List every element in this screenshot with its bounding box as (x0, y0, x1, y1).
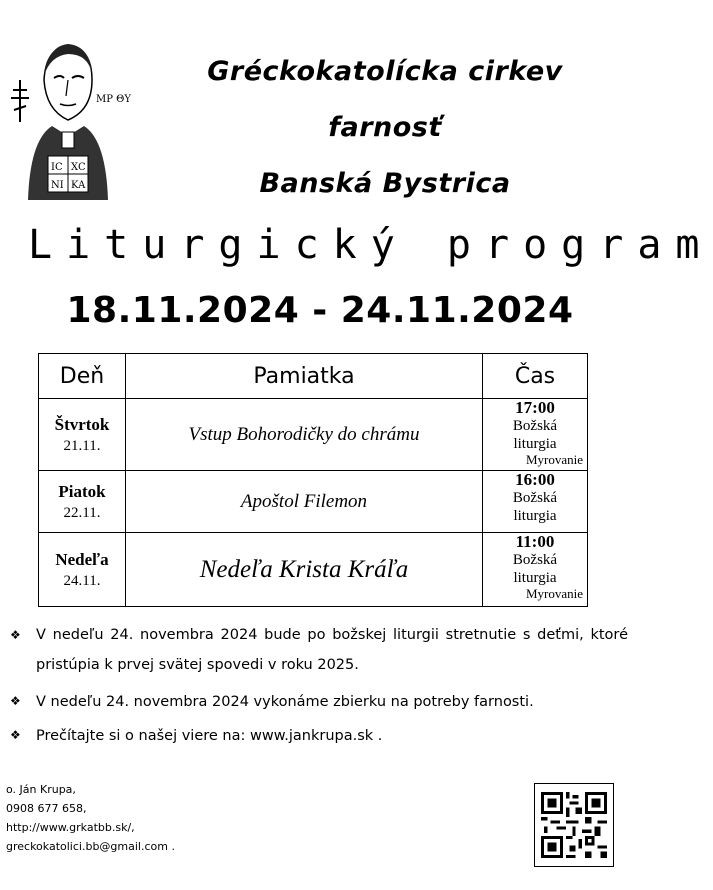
service-name-line2: liturgia (513, 508, 557, 524)
contact-info (6, 780, 175, 856)
day-name: Nedeľa (55, 549, 109, 569)
contact-website: http://www.grkatbb.sk/, (6, 821, 135, 834)
day-name: Štvrtok (54, 414, 110, 434)
diamond-bullet-icon: ❖ (10, 628, 21, 642)
announcement-item (8, 694, 628, 710)
day-name: Piatok (58, 481, 106, 501)
time-cell (483, 471, 588, 533)
time-cell (483, 399, 588, 471)
table-header-row (39, 354, 588, 399)
announcement-item (8, 728, 628, 744)
qr-code-icon (534, 783, 614, 867)
icon-letters-xc: XC (71, 162, 86, 173)
diamond-bullet-icon: ❖ (10, 728, 21, 742)
header-city: Banská Bystrica (259, 168, 511, 199)
header-parish: farnosť (328, 112, 442, 143)
table-row (39, 471, 588, 533)
service-name-line2: liturgia (513, 570, 557, 586)
contact-email: greckokatolici.bb@gmail.com . (6, 840, 175, 853)
day-cell (39, 399, 126, 471)
service-time: 16:00 (515, 470, 555, 489)
theotokos-monogram: MP ΘY (96, 94, 131, 105)
contact-name: o. Ján Krupa, (6, 783, 76, 796)
date-range: 18.11.2024 - 24.11.2024 (66, 290, 574, 331)
program-title: Liturgický program (28, 222, 713, 268)
icon-letters-ni: NI (51, 180, 64, 191)
liturgical-program-table (38, 353, 588, 607)
day-cell (39, 533, 126, 607)
service-name-line1: Božská (512, 418, 558, 434)
memorial-cell: Nedeľa Krista Kráľa (126, 533, 483, 607)
column-header-memorial: Pamiatka (126, 354, 483, 399)
contact-phone: 0908 677 658, (6, 802, 87, 815)
service-name-line1: Božská (512, 552, 558, 568)
icon-letters-ka: KA (71, 180, 86, 191)
service-time: 11:00 (515, 532, 555, 551)
day-cell (39, 471, 126, 533)
time-cell (483, 533, 588, 607)
service-name-line1: Božská (512, 490, 558, 506)
memorial-cell: Apoštol Filemon (126, 471, 483, 533)
announcements (8, 620, 628, 744)
announcement-text: V nedeľu 24. novembra 2024 bude po božskej liturgii stretnutie s deťmi, ktoré pristúpia k prvej svätej spovedi v roku 2025. (36, 627, 628, 673)
diamond-bullet-icon: ❖ (10, 694, 21, 708)
announcement-text: Prečítajte si o našej viere na: www.jankrupa.sk . (36, 728, 383, 744)
table-row (39, 399, 588, 471)
day-date: 24.11. (63, 572, 101, 589)
service-time: 17:00 (515, 398, 555, 417)
header-church-name: Gréckokatolícka cirkev (207, 56, 563, 87)
day-date: 21.11. (63, 437, 101, 454)
service-note: Myrovanie (525, 452, 583, 467)
table-row (39, 533, 588, 607)
service-note: Myrovanie (525, 586, 583, 601)
announcement-item (8, 620, 628, 680)
service-name-line2: liturgia (513, 436, 557, 452)
icon-letters-ic: IC (51, 162, 63, 173)
priest-portrait-image (8, 40, 131, 200)
memorial-cell: Vstup Bohorodičky do chrámu (126, 399, 483, 471)
announcement-text: V nedeľu 24. novembra 2024 vykonáme zbierku na potreby farnosti. (36, 694, 534, 710)
day-date: 22.11. (63, 504, 101, 521)
column-header-day: Deň (39, 354, 126, 399)
column-header-time: Čas (483, 354, 588, 399)
